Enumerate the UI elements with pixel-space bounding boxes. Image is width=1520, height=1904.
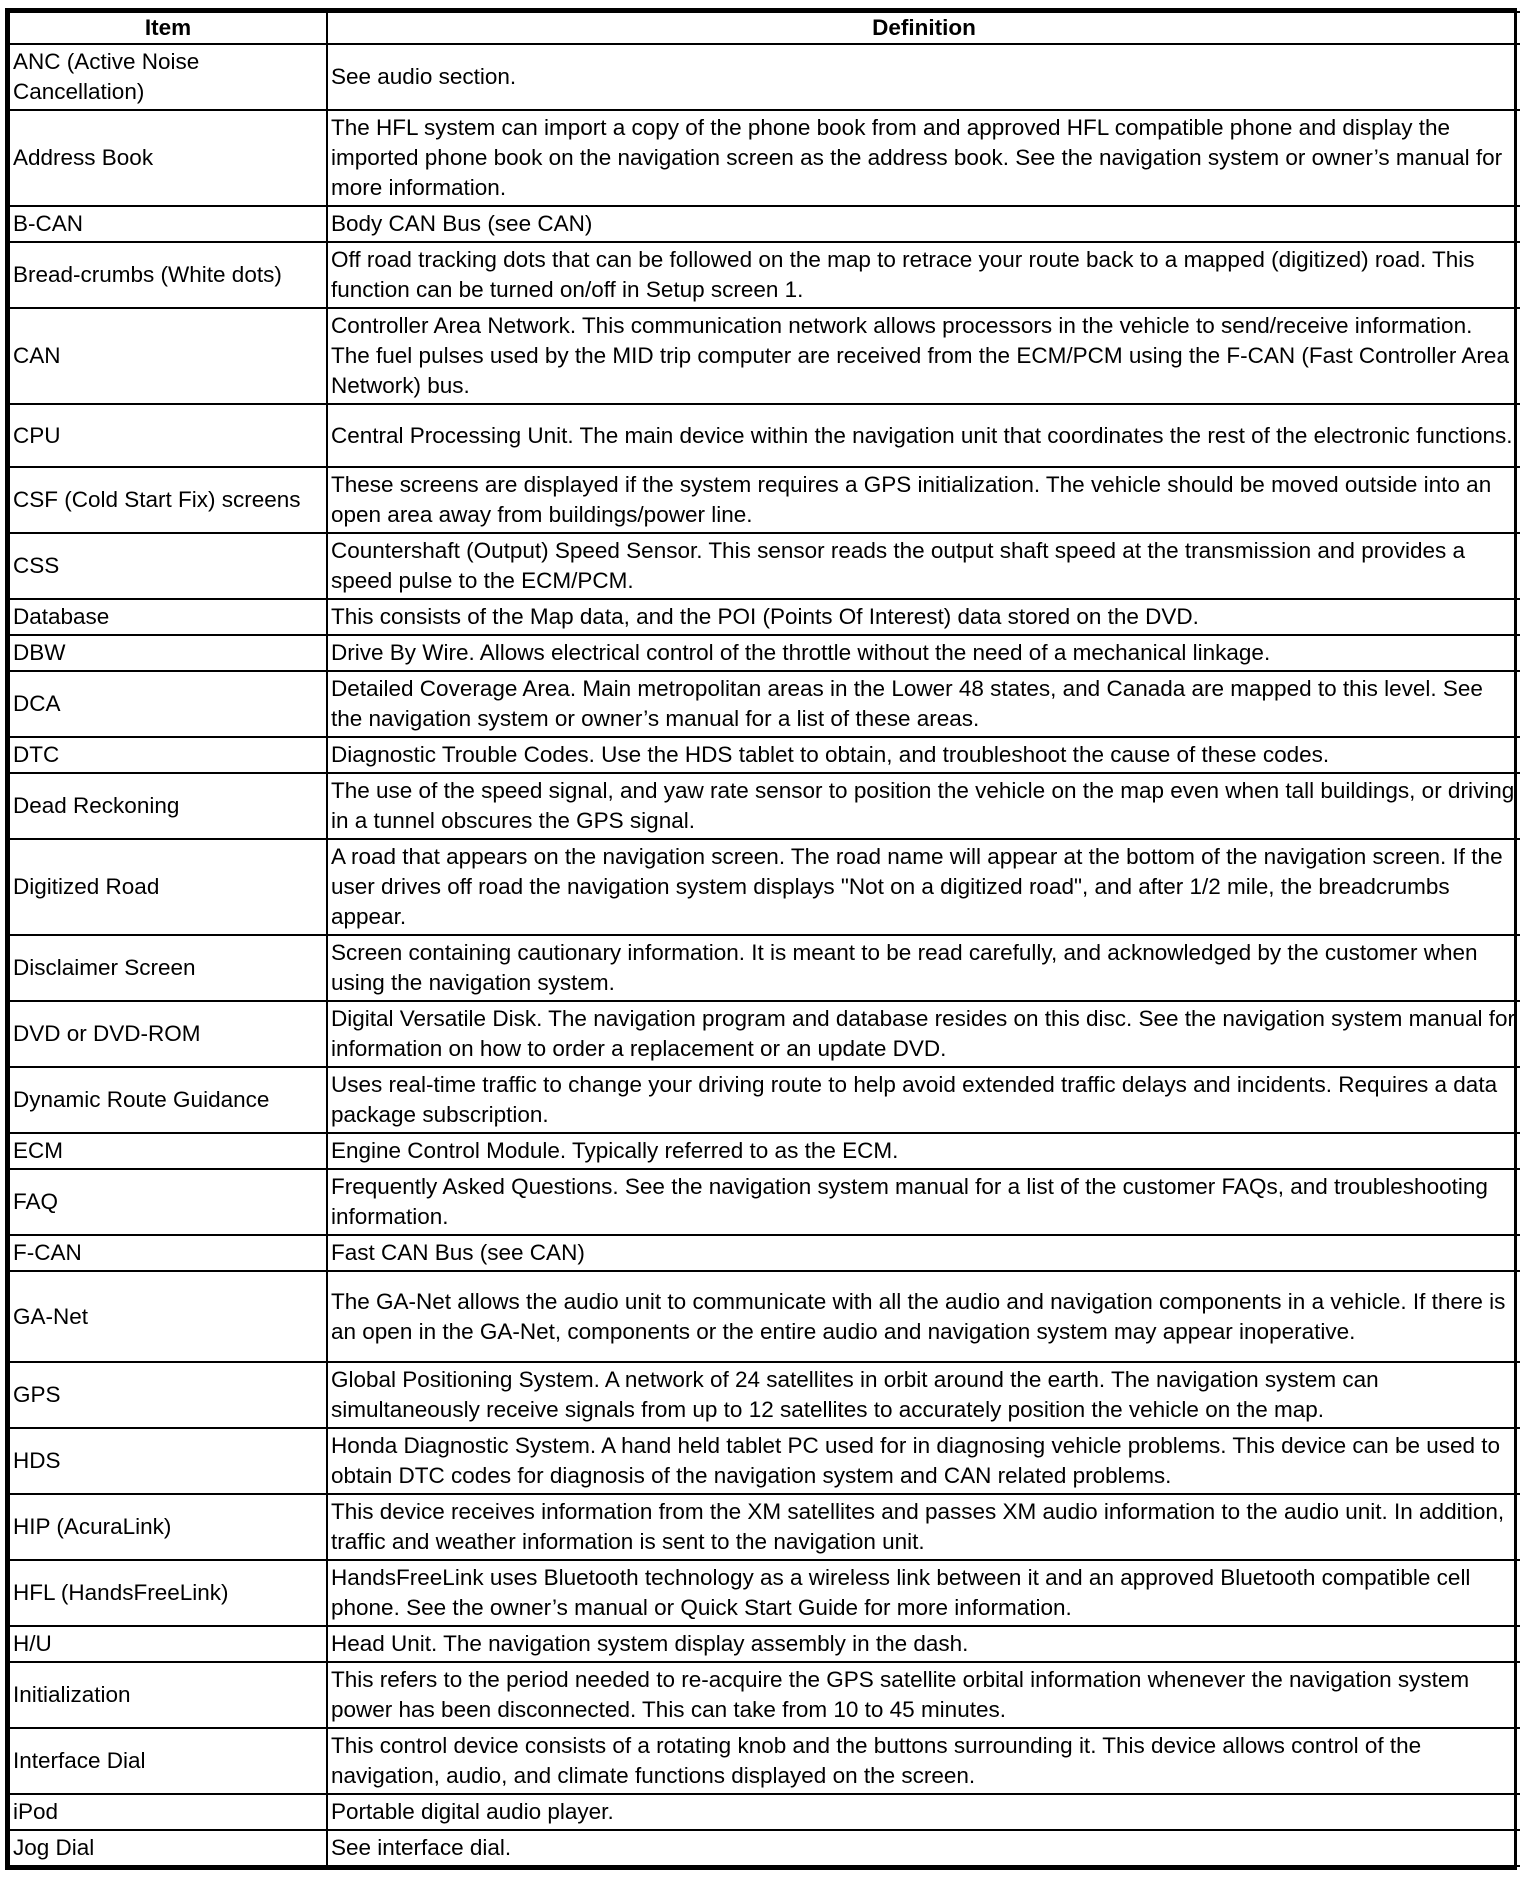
definition-cell: Honda Diagnostic System. A hand held tablet PC used for in diagnosing vehicle problems. This device can be used to obtain DTC codes for diagnosis of the navigation system and CAN related problems. [327,1428,1520,1494]
term-cell: CAN [9,308,327,404]
definition-cell: Digital Versatile Disk. The navigation program and database resides on this disc. See the navigation system manual for information on how to order a replacement or an update DVD. [327,1001,1520,1067]
table-row [9,1626,1520,1662]
table-row [9,467,1520,533]
term-cell: HFL (HandsFreeLink) [9,1560,327,1626]
term-cell: CSF (Cold Start Fix) screens [9,467,327,533]
definition-cell: Uses real-time traffic to change your driving route to help avoid extended traffic delays and incidents. Requires a data package subscription. [327,1067,1520,1133]
term-cell: DVD or DVD-ROM [9,1001,327,1067]
table-row [9,773,1520,839]
definition-cell: Countershaft (Output) Speed Sensor. This sensor reads the output shaft speed at the transmission and provides a speed pulse to the ECM/PCM. [327,533,1520,599]
table-row [9,1428,1520,1494]
definition-cell: The GA-Net allows the audio unit to communicate with all the audio and navigation components in a vehicle. If there is an open in the GA-Net, components or the entire audio and navigation system may appear inoperative. [327,1271,1520,1362]
term-cell: Database [9,599,327,635]
term-cell: HIP (AcuraLink) [9,1494,327,1560]
table-row [9,1830,1520,1866]
glossary-sheet [5,8,1517,1870]
definition-cell: Screen containing cautionary information. It is meant to be read carefully, and acknowledged by the customer when using the navigation system. [327,935,1520,1001]
table-row [9,599,1520,635]
term-cell: Disclaimer Screen [9,935,327,1001]
table-row [9,1794,1520,1830]
term-cell: HDS [9,1428,327,1494]
definition-cell: Engine Control Module. Typically referred to as the ECM. [327,1133,1520,1169]
definition-cell: Drive By Wire. Allows electrical control of the throttle without the need of a mechanical linkage. [327,635,1520,671]
term-cell: GPS [9,1362,327,1428]
definition-cell: HandsFreeLink uses Bluetooth technology as a wireless link between it and an approved Bluetooth compatible cell phone. See the owner’s manual or Quick Start Guide for more information. [327,1560,1520,1626]
column-header-definition: Definition [327,12,1520,44]
table-row [9,1271,1520,1362]
table-row [9,110,1520,206]
definition-cell: Detailed Coverage Area. Main metropolitan areas in the Lower 48 states, and Canada are mapped to this level. See the navigation system or owner’s manual for a list of these areas. [327,671,1520,737]
definition-cell: Off road tracking dots that can be followed on the map to retrace your route back to a mapped (digitized) road. This function can be turned on/off in Setup screen 1. [327,242,1520,308]
term-cell: DCA [9,671,327,737]
term-cell: Dead Reckoning [9,773,327,839]
term-cell: Interface Dial [9,1728,327,1794]
definition-cell: This refers to the period needed to re-acquire the GPS satellite orbital information whenever the navigation system power has been disconnected. This can take from 10 to 45 minutes. [327,1662,1520,1728]
term-cell: B-CAN [9,206,327,242]
table-row [9,308,1520,404]
table-row [9,1133,1520,1169]
term-cell: CPU [9,404,327,467]
definition-cell: Global Positioning System. A network of 24 satellites in orbit around the earth. The navigation system can simultaneously receive signals from up to 12 satellites to accurately position the vehicle on the map. [327,1362,1520,1428]
term-cell: Bread-crumbs (White dots) [9,242,327,308]
column-header-item: Item [9,12,327,44]
definition-cell: The use of the speed signal, and yaw rate sensor to position the vehicle on the map even when tall buildings, or driving in a tunnel obscures the GPS signal. [327,773,1520,839]
table-row [9,44,1520,110]
table-row [9,404,1520,467]
definition-cell: Fast CAN Bus (see CAN) [327,1235,1520,1271]
term-cell: CSS [9,533,327,599]
table-row [9,935,1520,1001]
table-row [9,1362,1520,1428]
table-row [9,1560,1520,1626]
table-row [9,1235,1520,1271]
term-cell: ECM [9,1133,327,1169]
glossary-frame [5,8,1517,1870]
term-cell: Initialization [9,1662,327,1728]
term-cell: H/U [9,1626,327,1662]
definition-cell: Body CAN Bus (see CAN) [327,206,1520,242]
term-cell: FAQ [9,1169,327,1235]
definition-cell: This control device consists of a rotating knob and the buttons surrounding it. This device allows control of the navigation, audio, and climate functions displayed on the screen. [327,1728,1520,1794]
definition-cell: Controller Area Network. This communication network allows processors in the vehicle to send/receive information. The fuel pulses used by the MID trip computer are received from the ECM/PCM using the F-CAN (Fast Controller Area Network) bus. [327,308,1520,404]
table-row [9,206,1520,242]
table-row [9,1067,1520,1133]
table-row [9,839,1520,935]
definition-cell: This device receives information from the XM satellites and passes XM audio information to the audio unit. In addition, traffic and weather information is sent to the navigation unit. [327,1494,1520,1560]
definition-cell: Central Processing Unit. The main device within the navigation unit that coordinates the rest of the electronic functions. [327,404,1520,467]
term-cell: F-CAN [9,1235,327,1271]
definition-cell: See interface dial. [327,1830,1520,1866]
table-row [9,1001,1520,1067]
table-row [9,1662,1520,1728]
header-row [9,12,1520,44]
table-row [9,737,1520,773]
term-cell: DBW [9,635,327,671]
definition-cell: The HFL system can import a copy of the phone book from and approved HFL compatible phone and display the imported phone book on the navigation screen as the address book. See the navigation system or owner’s manual for more information. [327,110,1520,206]
table-row [9,242,1520,308]
definition-cell: This consists of the Map data, and the POI (Points Of Interest) data stored on the DVD. [327,599,1520,635]
definition-cell: See audio section. [327,44,1520,110]
term-cell: DTC [9,737,327,773]
definition-cell: Portable digital audio player. [327,1794,1520,1830]
definition-cell: Diagnostic Trouble Codes. Use the HDS tablet to obtain, and troubleshoot the cause of these codes. [327,737,1520,773]
table-row [9,1169,1520,1235]
definition-cell: Head Unit. The navigation system display assembly in the dash. [327,1626,1520,1662]
glossary-table [8,11,1520,1867]
term-cell: iPod [9,1794,327,1830]
term-cell: Address Book [9,110,327,206]
definition-cell: A road that appears on the navigation screen. The road name will appear at the bottom of the navigation screen. If the user drives off road the navigation system displays "Not on a digitized road", and after 1/2 mile, the breadcrumbs appear. [327,839,1520,935]
glossary-body [9,44,1520,1866]
table-row [9,1494,1520,1560]
definition-cell: Frequently Asked Questions. See the navigation system manual for a list of the customer FAQs, and troubleshooting information. [327,1169,1520,1235]
term-cell: GA-Net [9,1271,327,1362]
definition-cell: These screens are displayed if the system requires a GPS initialization. The vehicle should be moved outside into an open area away from buildings/power line. [327,467,1520,533]
term-cell: Digitized Road [9,839,327,935]
term-cell: ANC (Active Noise Cancellation) [9,44,327,110]
table-row [9,671,1520,737]
table-row [9,635,1520,671]
term-cell: Jog Dial [9,1830,327,1866]
term-cell: Dynamic Route Guidance [9,1067,327,1133]
table-row [9,1728,1520,1794]
table-row [9,533,1520,599]
